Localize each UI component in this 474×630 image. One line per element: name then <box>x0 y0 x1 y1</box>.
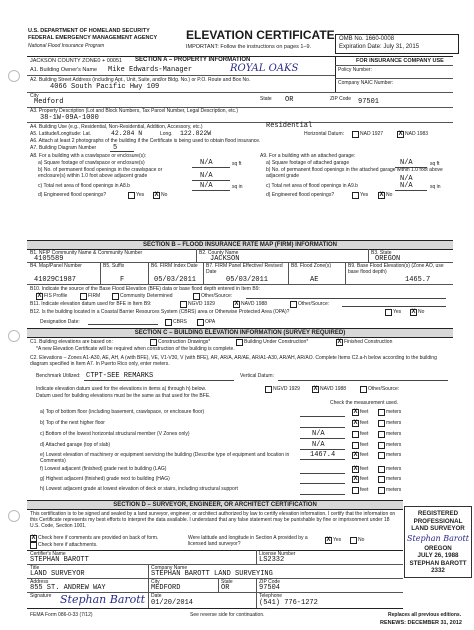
signature-label: Signature <box>30 593 52 599</box>
c2f-meters-checkbox[interactable] <box>378 466 385 473</box>
nad1927-label: NAD 1927 <box>360 131 384 137</box>
c2h-label: h) Lowest adjacent grade at lowest elevation of deck or stairs, including structural support <box>40 486 238 492</box>
c2g-meters: meters <box>386 476 402 482</box>
c2d-feet-checkbox[interactable] <box>352 442 359 449</box>
a8d-yes-label: Yes <box>136 192 145 198</box>
datum-same-text: Datum used for building elevations must be the same as that used for the BFE. <box>36 393 211 399</box>
surveyor-seal-stamp <box>404 506 472 578</box>
stamp-line-1: REGISTERED <box>417 510 459 517</box>
policy-number-label: Policy Number: <box>338 67 372 73</box>
c2b-label: b) Top of the next higher floor <box>40 420 105 426</box>
a5-long-label: Long. <box>160 131 173 137</box>
date-value[interactable]: 01/20/2014 <box>151 599 194 607</box>
address-value[interactable]: 855 ST. ANDREW WAY <box>30 584 106 592</box>
a2-label: A2. Building Street Address (including Apt., Unit, Suite, and/or Bldg. No.) or P.O. Route and Box No. <box>30 77 251 83</box>
company-label: Company Name <box>151 565 188 571</box>
opa-label: OPA <box>205 319 216 325</box>
c2d-label: d) Attached garage (top of slab) <box>40 442 111 448</box>
c1-drawings-checkbox[interactable] <box>150 339 157 346</box>
b8-value[interactable]: AE <box>310 276 319 284</box>
b2-value[interactable]: JACKSON <box>210 255 240 263</box>
b11-navd-checkbox[interactable] <box>233 301 240 308</box>
c2e-meters: meters <box>386 452 402 458</box>
a9d-yes-checkbox[interactable] <box>352 192 359 199</box>
title-label: Title <box>30 565 40 571</box>
b12-no-checkbox[interactable] <box>410 309 417 316</box>
a9-label: A9. For a building with an attached garage: <box>260 153 356 159</box>
c2d-meters: meters <box>386 442 402 448</box>
title-value[interactable]: LAND SURVEYOR <box>30 570 85 578</box>
footer-form-number: FEMA Form 086-0-33 (7/12) <box>30 612 93 618</box>
comments-checkbox[interactable] <box>30 535 37 542</box>
footer-replaces: Replaces all previous editions. <box>388 612 462 618</box>
a1-handwritten-note: ROYAL OAKS <box>230 63 299 74</box>
a8d-label: d) Engineered flood openings? <box>38 192 107 198</box>
c2h-meters: meters <box>386 487 402 493</box>
stamp-renews: RENEWS: DECEMBER 31, 2012 <box>380 620 462 626</box>
c2d-value[interactable]: N/A <box>312 441 325 449</box>
b7-label: B7. FIRM Panel Effective/ Revised Date <box>206 263 283 275</box>
a7-label: A7. Building Diagram Number <box>30 145 97 151</box>
a2-address-value[interactable]: 4066 South Pacific Hwy 109 <box>50 83 160 91</box>
c2e-feet-checkbox[interactable] <box>352 452 359 459</box>
b10-firm-label: FIRM <box>88 293 101 299</box>
a9c-value[interactable]: N/A <box>400 182 413 190</box>
b12-yes-label: Yes <box>393 309 402 315</box>
a9c-label: c) Total net area of flood openings in A9.b <box>266 183 358 189</box>
c2f-feet: feet <box>360 466 369 472</box>
company-value[interactable]: STEPHAN BAROTT LAND SURVEYING <box>151 570 273 578</box>
stamp-line-3: LAND SURVEYOR <box>411 525 465 532</box>
address-label: Address <box>30 579 49 585</box>
c1-under-construction-checkbox[interactable] <box>236 339 243 346</box>
b3-label: B3. State <box>371 250 392 256</box>
b11-label: B11. Indicate elevation datum used for BFE in Item B9: <box>30 301 152 307</box>
latlong-no-label: No <box>358 537 365 543</box>
b9-label: B9. Base Flood Elevation(s) (Zone AO, use base flood depth) <box>348 263 444 275</box>
a9d-label: d) Engineered flood openings? <box>266 192 335 198</box>
insurance-use-label: FOR INSURANCE COMPANY USE <box>356 58 444 64</box>
a9b-label: b) No. of permanent flood openings in the attached garage within 1.0 foot above adjacent grade <box>266 167 443 179</box>
d-zip-value[interactable]: 97504 <box>259 584 281 592</box>
b2-label: B2. County Name <box>199 250 239 256</box>
c2e-value[interactable]: 1467.4 <box>310 451 336 459</box>
date-label: Date <box>151 593 162 599</box>
b11-other-label: Other/Source: <box>298 301 330 307</box>
opa-checkbox[interactable] <box>197 319 204 326</box>
c2a-feet-checkbox[interactable] <box>352 409 359 416</box>
a8c-unit: sq in <box>232 184 243 190</box>
c2b-meters: meters <box>386 420 402 426</box>
section-d-title: SECTION D – SURVEYOR, ENGINEER, OR ARCHITECT CERTIFICATION <box>27 500 403 510</box>
form-title: ELEVATION CERTIFICATE <box>186 28 335 42</box>
b10-firm-checkbox[interactable] <box>80 293 87 300</box>
punch-hole-mark <box>8 70 20 82</box>
city-value[interactable]: Medford <box>34 98 64 106</box>
b10-fis-checkbox[interactable] <box>36 293 43 300</box>
c2h-meters-checkbox[interactable] <box>378 487 385 494</box>
a5-label: A5. Latitude/Longitude: Lat. <box>30 131 92 137</box>
b10-other-label: Other/Source: <box>201 293 233 299</box>
b12-label: B12. Is the building located in a Coastal Barrier Resources System (CBRS) area or Otherwise Protected Area (OPA)? <box>30 309 290 315</box>
a9c-unit: sq in <box>430 184 441 190</box>
a9d-no-checkbox[interactable] <box>378 192 385 199</box>
zip-label: ZIP Code <box>330 96 352 102</box>
a8c-label: c) Total net area of flood openings in A8.b <box>38 183 130 189</box>
footer-reverse-note: See reverse side for continuation. <box>190 612 265 618</box>
c2f-meters: meters <box>386 466 402 472</box>
c1-under-construction-label: Building Under Construction* <box>244 339 309 345</box>
c1-label: C1. Building elevations are based on: <box>30 339 113 345</box>
b11-navd-label: NAVD 1988 <box>241 301 268 307</box>
stamp-number: 2332 <box>431 567 445 574</box>
agency-line-3: National Flood Insurance Program <box>28 43 105 49</box>
b10-community-checkbox[interactable] <box>112 293 119 300</box>
b11-ngvd-checkbox[interactable] <box>180 301 187 308</box>
b4-label: B4. Map/Panel Number <box>30 263 82 269</box>
benchmark-value[interactable]: CTPT-SEE REMARKS <box>86 372 154 380</box>
c1-finished-checkbox[interactable] <box>336 339 343 346</box>
b9-value[interactable]: 1465.7 <box>405 276 431 284</box>
b5-value[interactable]: F <box>120 276 125 284</box>
vertical-datum-label: Vertical Datum: <box>240 373 274 379</box>
attachments-checkbox[interactable] <box>30 542 37 549</box>
c2e-label: e) Lowest elevation of machinery or equipment servicing the building (Describe type of equipment and location in Comments) <box>40 452 290 464</box>
telephone-label: Telephone <box>259 593 283 599</box>
b5-label: B5. Suffix <box>103 263 125 269</box>
a8-label: A8. For a building with a crawlspace or enclosure(s): <box>30 153 147 159</box>
c1-drawings-label: Construction Drawings* <box>158 339 211 345</box>
c2b-feet-checkbox[interactable] <box>352 420 359 427</box>
a6-label: A6. Attach at least 2 photographs of the building if the Certificate is being used to obtain flood insurance. <box>30 138 261 144</box>
stamp-signature: Stephan Barott <box>407 533 469 543</box>
c2g-label: g) Highest adjacent (finished) grade next to building (HAG) <box>40 476 170 482</box>
c2e-feet: feet <box>360 452 369 458</box>
c2-ngvd-label: NGVD 1929 <box>273 386 300 392</box>
stamp-state: OREGON <box>424 544 452 552</box>
certifier-label: Certifier's Name <box>30 551 66 557</box>
company-naic-label: Company NAIC Number: <box>338 80 394 86</box>
nad1983-label: NAD 1983 <box>405 131 429 137</box>
b1-label: B1. NFIP Community Name & Community Number <box>30 250 143 256</box>
b11-ngvd-label: NGVD 1929 <box>188 301 215 307</box>
check-unit-label: Check the measurement used. <box>330 400 399 406</box>
latlong-no-checkbox[interactable] <box>350 537 357 544</box>
c2-ngvd-checkbox[interactable] <box>265 386 272 393</box>
c2b-meters-checkbox[interactable] <box>378 420 385 427</box>
b6-label: B6. FIRM Index Date <box>151 263 198 269</box>
c2h-feet: feet <box>360 487 369 493</box>
punch-hole-mark <box>8 330 20 342</box>
important-note: IMPORTANT: Follow the instructions on pages 1–9. <box>186 44 312 50</box>
c2f-feet-checkbox[interactable] <box>352 466 359 473</box>
section-a-title: SECTION A – PROPERTY INFORMATION <box>135 57 251 63</box>
c2-other-checkbox[interactable] <box>360 386 367 393</box>
b4-value[interactable]: 41029C1987 <box>34 276 77 284</box>
b8-label: B8. Flood Zone(s) <box>291 263 332 269</box>
license-label: License Number <box>259 551 296 557</box>
a4-label: A4. Building Use (e.g., Residential, Non-Residential, Addition, Accessory, etc.) <box>30 124 203 130</box>
a1-label: A1. Building Owner's Name <box>30 67 98 73</box>
omb-box <box>335 34 459 54</box>
c2b-feet: feet <box>360 420 369 426</box>
certifier-value[interactable]: STEPHAN BAROTT <box>30 556 89 564</box>
b10-other-checkbox[interactable] <box>193 293 200 300</box>
c2d-meters-checkbox[interactable] <box>378 442 385 449</box>
a8a-value[interactable]: N/A <box>200 159 213 167</box>
c2c-meters: meters <box>386 431 402 437</box>
a8b-label: b) No. of permanent flood openings in the crawlspace or enclosure(s) within 1.0 foot above adjacent grade <box>38 167 163 179</box>
a8c-value[interactable]: N/A <box>200 182 213 190</box>
a9a-unit: sq ft <box>430 161 440 167</box>
comments-check-label: Check here if comments are provided on back of form. <box>38 535 159 541</box>
section-c-title: SECTION C – BUILDING ELEVATION INFORMATION (SURVEY REQUIRED) <box>27 328 453 338</box>
latlong-yes-checkbox[interactable] <box>325 537 332 544</box>
c2a-meters: meters <box>386 409 402 415</box>
b7-value[interactable]: 05/03/2011 <box>226 276 269 284</box>
expiration-date: Expiration Date: July 31, 2015 <box>339 44 420 50</box>
b11-other-checkbox[interactable] <box>290 301 297 308</box>
b12-yes-checkbox[interactable] <box>385 309 392 316</box>
d-city-value[interactable]: MEDFORD <box>151 584 181 592</box>
c2g-feet-checkbox[interactable] <box>352 476 359 483</box>
c2-label: C2. Elevations – Zones A1-A30, AE, AH, A (with BFE), VE, V1-V30, V (with BFE), AR, AR/A, AR/AE, AR/A1-A30, AR/AH, AR/AO. Complete Items C2.a-h below according to the building diagram specified in Item A7. In Puerto Rico only, enter meters. <box>30 355 437 367</box>
a8a-label: a) Square footage of crawlspace or enclosure(s) <box>38 160 145 166</box>
telephone-value[interactable]: (541) 776-1272 <box>259 599 318 607</box>
c1-note: *A new Elevation Certificate will be required when construction of the building is complete. <box>36 346 235 352</box>
c2c-feet: feet <box>360 431 369 437</box>
a8a-unit: sq ft <box>232 161 242 167</box>
stamp-date: JULY 26, 1988 <box>417 552 459 559</box>
c2-navd-checkbox[interactable] <box>312 386 319 393</box>
b10-community-label: Community Determined <box>120 293 173 299</box>
b12-no-label: No <box>418 309 425 315</box>
designation-date-label: Designation Date: <box>40 319 80 325</box>
c2g-meters-checkbox[interactable] <box>378 476 385 483</box>
punch-hole-mark <box>8 510 20 522</box>
section-d-certification-text: This certification is to be signed and sealed by a land surveyor, engineer, or architect authorized by law to certify elevation information. I certify that the information on this Certificate represents my best efforts to interpret the data available. I understand that any false statement may be punishable by fine or imprisonment under 18 U.S. Code, Section 1001. <box>30 511 396 529</box>
c2c-label: c) Bottom of the lowest horizontal structural member (V Zones only) <box>40 431 190 437</box>
stamp-line-2: PROFESSIONAL <box>413 517 463 525</box>
a8d-no-label: No <box>161 192 168 198</box>
signature-handwritten: Stephan Barott <box>60 593 146 606</box>
license-value[interactable]: LS2332 <box>259 556 285 564</box>
state-value[interactable]: OR <box>285 96 294 104</box>
a8b-value[interactable]: N/A <box>200 172 213 180</box>
latlong-yes-label: Yes <box>333 537 342 543</box>
c2c-feet-checkbox[interactable] <box>352 431 359 438</box>
a5-long-value[interactable]: 122.822W <box>180 130 212 137</box>
stamp-name: STEPHAN BAROTT <box>409 559 467 567</box>
cbrs-checkbox[interactable] <box>165 319 172 326</box>
c2a-label: a) Top of bottom floor (including basement, crawlspace, or enclosure floor) <box>40 409 205 415</box>
a8d-no-checkbox[interactable] <box>153 192 160 199</box>
d-city-label: City <box>151 579 160 585</box>
b10-fis-label: FIS Profile <box>44 293 68 299</box>
d-zip-label: ZIP Code <box>259 579 281 585</box>
c2c-value[interactable]: N/A <box>312 430 325 438</box>
a5-lat-value[interactable]: 42.284 N <box>111 130 143 137</box>
c2a-feet: feet <box>360 409 369 415</box>
c2g-feet: feet <box>360 476 369 482</box>
a9a-value[interactable]: N/A <box>400 159 413 167</box>
c2c-meters-checkbox[interactable] <box>378 431 385 438</box>
state-label: State <box>260 96 272 102</box>
b10-label: B10. Indicate the source of the Base Flood Elevation (BFE) data or base flood depth entered in Item B9: <box>30 286 260 292</box>
a4-value[interactable]: Residential <box>266 122 313 130</box>
indicate-datum-text: Indicate elevation datum used for the elevations in items a) through h) below. <box>36 386 207 392</box>
agency-line-1: U.S. DEPARTMENT OF HOMELAND SECURITY <box>28 28 150 34</box>
benchmark-label: Benchmark Utilized: <box>36 373 81 379</box>
a3-value[interactable]: 38-1W-09A-1000 <box>40 114 99 122</box>
b3-value[interactable]: OREGON <box>375 255 401 263</box>
d-state-value[interactable]: OR <box>221 584 230 592</box>
c1-finished-label: Finished Construction <box>344 339 393 345</box>
a3-label: A3. Property Description (Lot and Block Numbers, Tax Parcel Number, Legal Description, etc.) <box>30 108 239 114</box>
a9a-label: a) Square footage of attached garage <box>266 160 350 166</box>
c2d-feet: feet <box>360 442 369 448</box>
zip-value[interactable]: 97501 <box>358 98 380 106</box>
a1-owner-value[interactable]: Mike Edwards-Manager <box>108 66 193 74</box>
a8d-yes-checkbox[interactable] <box>128 192 135 199</box>
c2-other-label: Other/Source: <box>368 386 400 392</box>
c2a-meters-checkbox[interactable] <box>378 409 385 416</box>
nad1927-checkbox[interactable] <box>352 131 359 138</box>
agency-line-2: FEDERAL EMERGENCY MANAGEMENT AGENCY <box>28 35 158 41</box>
section-b-title: SECTION B – FLOOD INSURANCE RATE MAP (FIRM) INFORMATION <box>27 240 453 250</box>
horizontal-datum-label: Horizontal Datum: <box>304 131 345 137</box>
a9d-yes-label: Yes <box>360 192 369 198</box>
cbrs-label: CBRS <box>173 319 187 325</box>
b1-value[interactable]: 4105589 <box>34 255 64 263</box>
a9d-no-label: No <box>386 192 393 198</box>
attachments-check-label: Check here if attachments. <box>38 542 98 548</box>
a9b-value[interactable]: N/A <box>400 175 413 183</box>
c2e-meters-checkbox[interactable] <box>378 452 385 459</box>
d-state-label: State <box>221 579 233 585</box>
c2-navd-label: NAVD 1988 <box>320 386 347 392</box>
nad1983-checkbox[interactable] <box>397 131 404 138</box>
omb-number: OMB No. 1660-0008 <box>339 36 395 42</box>
c2h-feet-checkbox[interactable] <box>352 487 359 494</box>
b6-value[interactable]: 05/03/2011 <box>154 276 197 284</box>
city-label: City <box>30 93 39 99</box>
latlong-question: Were latitude and longitude in Section A provided by a licensed land surveyor? <box>188 535 308 547</box>
c2f-label: f) Lowest adjacent (finished) grade next to building (LAG) <box>40 466 167 472</box>
zone-line: JACKSON COUNTY ZONE0 + 00051 <box>30 58 123 64</box>
a7-value[interactable]: 5 <box>113 144 118 152</box>
